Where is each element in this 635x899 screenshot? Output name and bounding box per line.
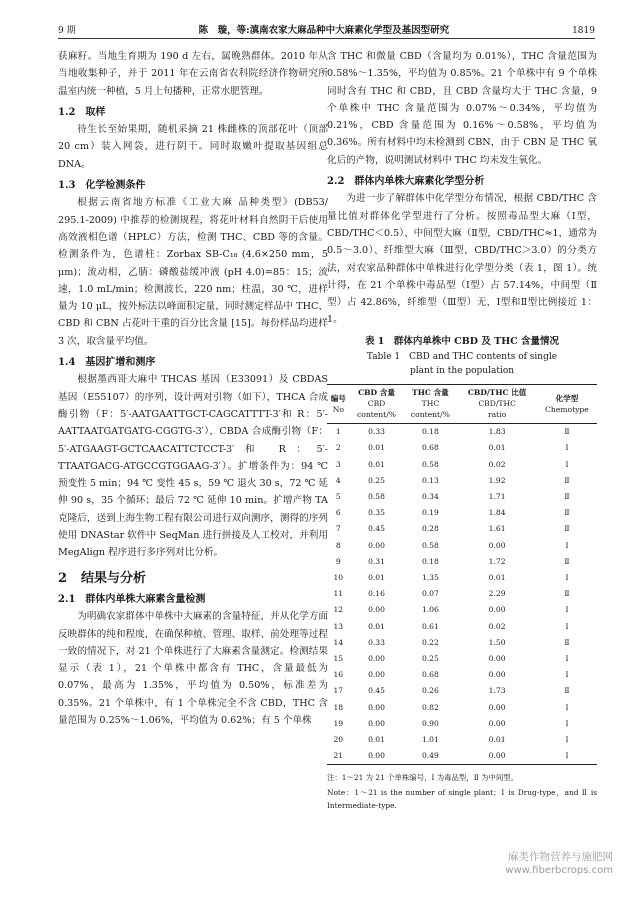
- table-row: [327, 634, 597, 650]
- page-number: 1819: [572, 26, 595, 36]
- header-rule: [58, 38, 595, 39]
- cell-ratio: 2.29: [488, 589, 506, 599]
- cell-cbd: 0.01: [368, 735, 385, 745]
- cell-cbd: 0.35: [368, 508, 385, 518]
- cell-no: 18: [333, 702, 344, 712]
- cell-chemotype: Ⅰ: [565, 702, 569, 712]
- cell-no: 20: [333, 735, 344, 745]
- cell-cbd: 0.33: [368, 637, 385, 647]
- table-row: [327, 586, 597, 602]
- watermark: [505, 851, 613, 877]
- cell-no: 8: [335, 540, 341, 550]
- running-header: [58, 20, 595, 36]
- cell-chemotype: Ⅱ: [564, 686, 570, 696]
- cell-no: 4: [335, 475, 341, 485]
- cell-cbd: 0.00: [368, 670, 385, 680]
- cell-cbd: 0.01: [368, 459, 385, 469]
- cell-chemotype: Ⅰ: [565, 605, 569, 615]
- cell-ratio: 1.71: [488, 491, 506, 501]
- cell-chemotype: Ⅰ: [565, 443, 569, 453]
- cell-chemotype: Ⅰ: [565, 540, 569, 550]
- cell-no: 15: [333, 654, 344, 663]
- cell-no: 14: [333, 637, 344, 647]
- left-column: [58, 48, 328, 729]
- cell-ratio: 0.01: [488, 443, 506, 453]
- table-row: [327, 440, 597, 456]
- running-title: 陈 璇，等:滇南农家大麻品种中大麻素化学型及基因型研究: [198, 25, 450, 36]
- cell-no: 12: [333, 605, 344, 615]
- cell-cbd: 0.33: [368, 427, 385, 437]
- cell-thc: 0.19: [421, 508, 439, 518]
- cell-thc: 0.13: [421, 475, 439, 485]
- cell-thc: 0.22: [421, 637, 439, 647]
- cell-thc: 0.68: [421, 670, 439, 680]
- cell-thc: 1.35: [421, 572, 439, 582]
- cell-thc: 0.18: [421, 556, 439, 566]
- cell-cbd: 0.16: [368, 589, 385, 599]
- table-title-en: Table 1 CBD and THC contents of single plant in the population: [366, 352, 558, 377]
- cell-chemotype: Ⅱ: [564, 524, 570, 534]
- table-row: [327, 537, 597, 553]
- cell-thc: 0.18: [421, 427, 439, 437]
- table-row: [327, 715, 597, 731]
- cell-chemotype: Ⅰ: [565, 621, 569, 631]
- table-row: [327, 602, 597, 618]
- cell-no: 6: [335, 508, 341, 518]
- cell-cbd: 0.31: [368, 556, 385, 566]
- paragraph: 根据墨西哥大麻中 THCAS 基因（E33091）及 CBDAS 基因（E55107）的序列，设计两对引物（如下），THCA 合成酶引物（F：5′-AATGAATTGCT-CAGCATTTT-3′和 R：5′-AATTAATGATGATG-CGGTG-3′），CBDA 合成酶引物（F：5′-ATGAAGT-GCTCAACATTCTCCT-3′和 R：5′-TTAATGACG-ATGCCGTGGAAG-3′）。扩增条件为：94 ℃ 预变性 5 min；94 ℃ 变性 45 s，59 ℃ 退火 30 s，72 ℃ 延伸 90 s，35 个循环；最后 72 ℃ 延伸 10 min。扩增产物 TA 克隆后，送到上海生物工程有限公司进行双向测序，测得的序列使用 DNAStar 软件中 SeqMan 进行拼接及人工校对，并利用 MegAlign 程序进行多序列对比分析。: [58, 374, 328, 559]
- table-note-cn: 注：1～21 为 21 个单株编号，Ⅰ 为毒品型，Ⅱ 为中间型。: [327, 772, 519, 782]
- cell-cbd: 0.00: [368, 605, 385, 615]
- cell-thc: 0.26: [421, 686, 439, 696]
- table-row: [327, 521, 597, 537]
- cell-ratio: 1.50: [488, 637, 506, 647]
- data-table: [327, 384, 597, 765]
- cell-no: 9: [335, 556, 341, 566]
- cell-no: 1: [335, 427, 341, 437]
- cell-ratio: 0.01: [488, 572, 506, 582]
- cell-chemotype: Ⅱ: [564, 427, 570, 437]
- cell-cbd: 0.45: [368, 686, 385, 696]
- cell-cbd: 0.58: [368, 491, 385, 501]
- cell-ratio: 0.02: [488, 459, 506, 469]
- cell-cbd: 0.25: [368, 475, 385, 485]
- paragraph: 为进一步了解群体中化学型分布情况，根据 CBD/THC 含量比值对群体化学型进行了分析。按照毒品型大麻（Ⅰ型，CBD/THC＜0.5）、中间型大麻（Ⅱ型，CBD/THC≈1，通常为 0.5～3.0）、纤维型大麻（Ⅲ型，CBD/THC＞3.0）的分类方法，对农家品种群体中单株进行化学型分类（表 1，图 1）。统计得，在 21 个单株中毒品型（Ⅰ型）占 57.14%，中间型（Ⅱ型）占 42.86%，纤维型（Ⅲ型）无，Ⅰ型和Ⅱ型比例接近 1：1。: [327, 193, 597, 326]
- cell-chemotype: Ⅰ: [565, 751, 569, 761]
- cell-no: 5: [335, 491, 341, 501]
- cell-chemotype: Ⅰ: [565, 572, 569, 582]
- cell-thc: 1.01: [421, 735, 439, 745]
- cell-chemotype: Ⅰ: [565, 654, 569, 663]
- section-heading-2-2: 2.2 群体内单株大麻素化学型分析: [327, 176, 485, 188]
- table-row: [327, 748, 597, 765]
- table-row: [327, 618, 597, 634]
- cell-ratio: 0.00: [488, 670, 506, 680]
- cell-no: 11: [333, 589, 344, 599]
- cell-cbd: 0.01: [368, 621, 385, 631]
- table-row: [327, 683, 597, 699]
- cell-ratio: 1.61: [488, 524, 506, 534]
- cell-chemotype: Ⅰ: [565, 718, 569, 728]
- paragraph: 获麻籽。当地生育期为 190 d 左右，属晚熟群体。2010 年从当地收集种子，并于 2011 年在云南省农科院经济作物研究所温室内统一种植，5 月上旬播种，正常水肥管理。: [58, 51, 328, 97]
- cell-cbd: 0.00: [368, 702, 385, 712]
- table-row: [327, 569, 597, 585]
- section-heading-1-3: 1.3 化学检测条件: [58, 180, 146, 192]
- cell-cbd: 0.00: [368, 718, 385, 728]
- cell-thc: 0.58: [421, 459, 439, 469]
- cell-cbd: 0.45: [368, 524, 385, 534]
- cell-no: 10: [333, 572, 344, 582]
- cell-thc: 0.34: [421, 491, 439, 501]
- cell-no: 2: [335, 443, 341, 453]
- cell-ratio: 1.92: [488, 475, 506, 485]
- cell-ratio: 0.00: [488, 605, 506, 615]
- cell-cbd: 0.00: [368, 751, 385, 761]
- table-header-row: [327, 385, 597, 424]
- cell-ratio: 1.84: [488, 508, 506, 518]
- table-row: [327, 667, 597, 683]
- cell-ratio: 0.02: [488, 621, 506, 631]
- cell-ratio: 0.00: [488, 540, 506, 550]
- cell-thc: 0.49: [421, 751, 439, 761]
- table-note-en: Note：1～21 is the number of single plant；Ⅰ is Drug-type，and Ⅱ is Intermediate-type.: [327, 787, 597, 810]
- cell-cbd: 0.00: [368, 654, 385, 663]
- section-heading-1-4: 1.4 基因扩增和测序: [58, 357, 156, 369]
- section-heading-2-1: 2.1 群体内单株大麻素含量检测: [58, 593, 206, 605]
- table-row: [327, 732, 597, 748]
- cell-no: 21: [333, 751, 344, 761]
- section-heading-2: 2 结果与分析: [58, 570, 147, 586]
- paragraph: 为明确农家群体中单株中大麻素的含量特征，并从化学方面反映群体的纯和程度，在确保种植、管理、取样、前处理等过程一致的情况下，对 21 个单株进行了大麻素含量测定。检测结果显示（表 1），21 个单株中都含有 THC，含量最低为 0.07%，最高为 1.35%，平均值为 0.50%，标准差为 0.35%。21 个单株中，有 1 个单株完全不含 CBD，THC 含量范围为 0.25%～1.06%，平均值为 0.62%；有 5 个单株: [58, 611, 328, 726]
- cell-chemotype: Ⅰ: [565, 670, 569, 680]
- section-heading-1-2: 1.2 取样: [58, 106, 106, 118]
- column-header-ratio: CBD/THC 比值 CBD/THC ratio: [467, 388, 527, 420]
- cell-ratio: 0.00: [488, 751, 506, 761]
- table-row: [327, 488, 597, 504]
- table-title-cn: 表 1 群体内单株中 CBD 及 THC 含量情况: [364, 335, 560, 347]
- table-row: [327, 553, 597, 569]
- paragraph: 待生长至始果期，随机采摘 21 株雌株的顶部花叶（顶部 20 cm）装入网袋，进行阴干。同时取嫩叶提取基因组总 DNA。: [58, 124, 328, 170]
- cell-no: 3: [335, 459, 341, 469]
- cell-chemotype: Ⅰ: [565, 459, 569, 469]
- cell-ratio: 0.00: [488, 654, 506, 663]
- cell-thc: 0.28: [421, 524, 439, 534]
- cell-no: 7: [335, 524, 341, 534]
- cell-thc: 0.25: [421, 654, 439, 663]
- paragraph: 含 THC 和微量 CBD（含量均为 0.01%），THC 含量范围为 0.58%～1.35%，平均值为 0.85%。21 个单株中有 9 个单株同时含有 THC 和 CBD，且 CBD 含量均大于 THC 含量，9 个单株中 THC 含量范围为 0.07%～0.34%，平均值为 0.21%，CBD 含量范围为 0.16%～0.58%，平均值为 0.36%。所有材料中均未检测到 CBN，由于 CBN 是 THC 氧化后的产物，说明测试材料中 THC 均未发生氧化。: [327, 51, 597, 166]
- cell-chemotype: Ⅱ: [564, 475, 570, 485]
- cell-cbd: 0.01: [368, 443, 385, 453]
- cell-ratio: 1.73: [488, 686, 506, 696]
- cell-chemotype: Ⅱ: [564, 589, 570, 599]
- cell-ratio: 0.00: [488, 718, 506, 728]
- watermark-cn: 麻类作物营养与施肥网: [508, 851, 613, 863]
- cell-ratio: 0.00: [488, 702, 506, 712]
- column-header-thc: THC 含量 THC content/%: [410, 388, 450, 420]
- cell-thc: 1.06: [421, 605, 439, 615]
- cell-ratio: 1.83: [488, 427, 506, 437]
- cell-no: 19: [333, 718, 344, 728]
- cell-chemotype: Ⅱ: [564, 491, 570, 501]
- issue-number: 9 期: [58, 26, 76, 36]
- column-header-cbd: CBD 含量 CBD content/%: [357, 388, 397, 420]
- cell-chemotype: Ⅱ: [564, 637, 570, 647]
- cell-chemotype: Ⅱ: [564, 508, 570, 518]
- table-row: [327, 505, 597, 521]
- table-row: [327, 423, 597, 440]
- cell-no: 17: [333, 686, 344, 696]
- cell-thc: 0.90: [421, 718, 439, 728]
- cell-thc: 0.61: [421, 621, 439, 631]
- cell-chemotype: Ⅱ: [564, 556, 570, 566]
- cell-thc: 0.82: [421, 702, 439, 712]
- cell-cbd: 0.01: [368, 572, 385, 582]
- cell-thc: 0.68: [421, 443, 439, 453]
- right-column: [327, 48, 597, 812]
- table-row: [327, 472, 597, 488]
- table-row: [327, 456, 597, 472]
- column-header-chemotype: 化学型 Chemotype: [545, 393, 589, 414]
- column-header-no: 编号 No: [330, 393, 346, 414]
- cell-cbd: 0.00: [368, 540, 385, 550]
- table-row: [327, 651, 597, 667]
- cell-no: 16: [333, 670, 344, 680]
- cell-thc: 0.58: [421, 540, 439, 550]
- cell-chemotype: Ⅰ: [565, 735, 569, 745]
- watermark-url: www.fiberbcrops.com: [505, 865, 613, 876]
- table-row: [327, 699, 597, 715]
- cell-ratio: 0.01: [488, 735, 506, 745]
- paragraph: 根据云南省地方标准《工业大麻 品种类型》(DB53/ 295.1-2009) 中推荐的检测规程，将花叶材料自然阴干后使用高效液相色谱（HPLC）方法，检测 THC、CBD 等的含量。检测条件为，色谱柱：Zorbax SB-C₁₈ (4.6×250 mm，5 μm)；流动相，乙腈：磷酸盐缓冲液 (pH 4.0)=85：15；流速，1.0 mL/min；检测波长，220 nm；柱温，30 ℃，进样量为 10 μL，按外标法以峰面积定量，同时测定样品中 THC、CBD 和 CBN 占花叶干重的百分比含量 [15]。每份样品均进样 3 次，取含量平均值。: [58, 197, 328, 347]
- cell-no: 13: [333, 621, 344, 631]
- cell-thc: 0.07: [421, 589, 439, 599]
- cell-ratio: 1.72: [488, 556, 506, 566]
